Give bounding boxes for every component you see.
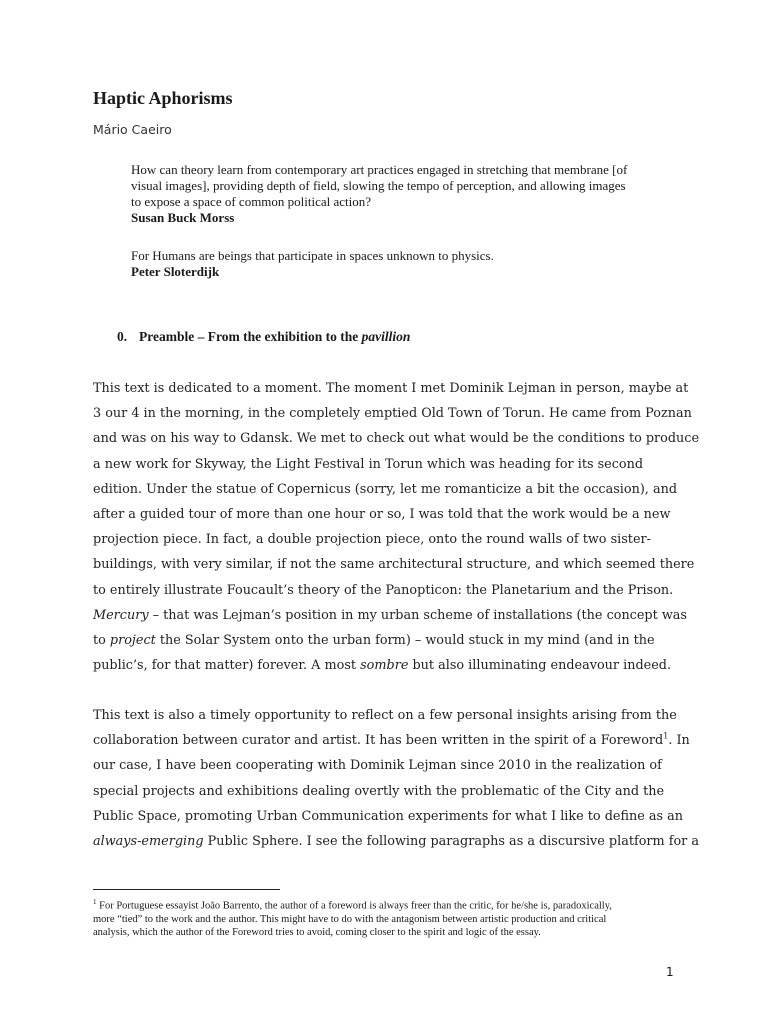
epigraph-line: For Humans are beings that participate in spaces unknown to physics.: [131, 248, 494, 263]
italic-term: sombre: [360, 658, 409, 674]
text-line: our case, I have been cooperating with Dominik Lejman since 2010 in the realization of: [93, 758, 662, 774]
footnote-separator: [93, 889, 280, 890]
section-number: 0.: [117, 329, 128, 344]
footnote-marker: 1: [93, 898, 97, 906]
text-line: [93, 628, 693, 653]
text-line: a new work for Skyway, the Light Festival in Torun which was heading for its second: [93, 456, 644, 472]
page-number: 1: [666, 965, 674, 979]
epigraph-line: visual images], providing depth of field, slowing the tempo of perception, and allowing images: [131, 178, 626, 193]
italic-term: always-emerging: [93, 834, 204, 850]
epigraph-quote: [131, 248, 676, 264]
text-line: projection piece. In fact, a double projection piece, onto the round walls of two sister-: [93, 532, 651, 548]
epigraph-attribution: Peter Sloterdijk: [131, 264, 220, 279]
epigraph-line: How can theory learn from contemporary art practices engaged in stretching that membrane [of: [131, 162, 628, 177]
body-paragraph-2: [93, 703, 700, 854]
section-heading: [117, 329, 410, 345]
italic-term: Mercury: [93, 607, 149, 623]
epigraph-line: to expose a space of common political action?: [131, 194, 372, 209]
footnote-line: [93, 896, 683, 913]
body-paragraph-1: [93, 376, 700, 678]
text-line: [93, 728, 693, 753]
text-line: [93, 653, 693, 678]
text-line: and was on his way to Gdansk. We met to check out what would be the conditions to produce: [93, 431, 700, 447]
text-run: collaboration between curator and artist. It has been written in the spirit of a Foreword: [93, 733, 664, 749]
epigraph-quote: [131, 162, 676, 210]
text-line: edition. Under the statue of Copernicus (sorry, let me romanticize a bit the occasion), and: [93, 481, 678, 497]
text-line: [93, 603, 693, 628]
text-line: special projects and exhibitions dealing overtly with the problematic of the City and the: [93, 783, 665, 799]
text-line: 3 our 4 in the morning, in the completely emptied Old Town of Torun. He came from Poznan: [93, 406, 692, 422]
text-line: to entirely illustrate Foucault’s theory of the Panopticon: the Planetarium and the Prison.: [93, 582, 674, 598]
text-line: [93, 829, 700, 854]
section-heading-text: Preamble – From the exhibition to the: [139, 329, 362, 344]
italic-term: project: [109, 633, 156, 649]
footnote: [93, 896, 683, 939]
text-line: buildings, with very similar, if not the same architectural structure, and which seemed there: [93, 557, 695, 573]
text-run: but also illuminating endeavour indeed.: [408, 658, 672, 674]
footnote-line: more “tied” to the work and the author. This might have to do with the antagonism between artistic production and critical: [93, 913, 607, 925]
text-run: – that was Lejman’s position in my urban scheme of installations (the concept was: [148, 607, 687, 623]
text-run: public’s, for that matter) forever. A most: [93, 658, 361, 674]
epigraph-1: [131, 162, 676, 226]
epigraph-2: [131, 248, 676, 280]
footnote-line: analysis, which the author of the Foreword tries to avoid, coming closer to the spirit and logic of the essay.: [93, 926, 541, 938]
text-line: This text is dedicated to a moment. The moment I met Dominik Lejman in person, maybe at: [93, 381, 689, 396]
text-line: after a guided tour of more than one hour or so, I was told that the work would be a new: [93, 507, 671, 523]
text-line: This text is also a timely opportunity to reflect on a few personal insights arising from the: [93, 708, 677, 723]
text-run: For Portuguese essayist João Barrento, the author of a foreword is always freer than the critic, for he/she is, paradoxically,: [96, 900, 612, 912]
document-title: Haptic Aphorisms: [93, 88, 233, 108]
text-run: to: [93, 633, 110, 649]
author-name: Mário Caeiro: [93, 122, 172, 137]
text-line: Public Space, promoting Urban Communication experiments for what I like to define as an: [93, 808, 684, 824]
section-heading-italic: pavillion: [361, 329, 411, 344]
text-run: the Solar System onto the urban form) – would stuck in my mind (and in the: [155, 633, 655, 649]
epigraph-attribution: Susan Buck Morss: [131, 210, 235, 225]
text-run: Public Sphere. I see the following paragraphs as a discursive platform for a: [203, 834, 700, 850]
footnote-reference[interactable]: 1: [663, 731, 669, 741]
text-run: . In: [668, 733, 690, 749]
